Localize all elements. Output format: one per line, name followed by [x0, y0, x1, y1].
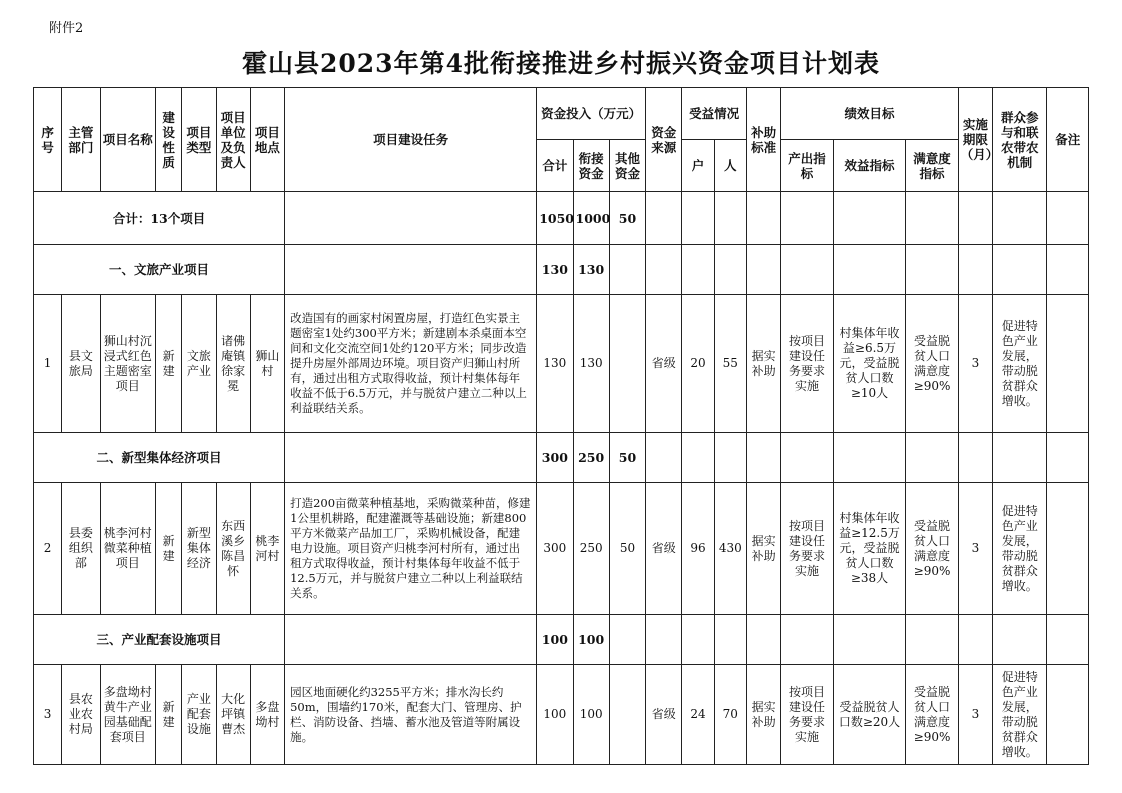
header-dept: 主管部门 — [62, 88, 100, 192]
section-row — [34, 433, 1089, 483]
project-other — [609, 665, 645, 765]
project-nature: 新建 — [156, 483, 182, 615]
project-nature: 新建 — [156, 295, 182, 433]
section-linkage: 250 — [573, 433, 609, 483]
attachment-label: 附件2 — [49, 21, 84, 36]
table-row — [34, 483, 1089, 615]
header-total: 合计 — [537, 140, 573, 192]
project-location: 桃李河村 — [250, 483, 284, 615]
table-row — [34, 665, 1089, 765]
project-effect: 村集体年收益≥6.5万元，受益脱贫人口数≥10人 — [833, 295, 906, 433]
section-label: 三、产业配套设施项目 — [34, 615, 285, 665]
header-mechanism: 群众参与和联农带农机制 — [993, 88, 1047, 192]
project-seq: 3 — [34, 665, 62, 765]
header-period: 实施期限（月） — [958, 88, 992, 192]
project-total: 130 — [537, 295, 573, 433]
header-satisfaction: 满意度指标 — [906, 140, 958, 192]
project-effect: 村集体年收益≥12.5万元，受益脱贫人口数≥38人 — [833, 483, 906, 615]
summary-row — [34, 192, 1089, 245]
header-name: 项目名称 — [100, 88, 155, 192]
section-row — [34, 615, 1089, 665]
section-other: 50 — [609, 433, 645, 483]
project-location: 多盘坳村 — [250, 665, 284, 765]
header-unit: 项目单位及负责人 — [216, 88, 250, 192]
project-satisfaction: 受益脱贫人口满意度≥90% — [906, 665, 958, 765]
project-output: 按项目建设任务要求实施 — [781, 295, 833, 433]
section-row — [34, 245, 1089, 295]
project-source: 省级 — [646, 295, 682, 433]
header-other: 其他资金 — [609, 140, 645, 192]
project-remark — [1047, 483, 1089, 615]
section-other — [609, 245, 645, 295]
project-source: 省级 — [646, 483, 682, 615]
header-performance: 绩效目标 — [781, 88, 959, 140]
project-unit: 诸佛庵镇徐家冕 — [216, 295, 250, 433]
header-households: 户 — [682, 140, 714, 192]
project-type: 新型集体经济 — [182, 483, 216, 615]
project-other: 50 — [609, 483, 645, 615]
header-remark: 备注 — [1047, 88, 1089, 192]
page-title: 霍山县2023年第4批衔接推进乡村振兴资金项目计划表 — [242, 49, 880, 78]
project-total: 100 — [537, 665, 573, 765]
project-seq: 2 — [34, 483, 62, 615]
header-subsidy: 补助标准 — [746, 88, 780, 192]
project-satisfaction: 受益脱贫人口满意度≥90% — [906, 483, 958, 615]
project-linkage: 250 — [573, 483, 609, 615]
project-subsidy: 据实补助 — [746, 665, 780, 765]
project-effect: 受益脱贫人口数≥20人 — [833, 665, 906, 765]
section-label: 二、新型集体经济项目 — [34, 433, 285, 483]
section-label: 一、文旅产业项目 — [34, 245, 285, 295]
project-type: 文旅产业 — [182, 295, 216, 433]
project-period: 3 — [958, 665, 992, 765]
project-period: 3 — [958, 483, 992, 615]
project-dept: 县农业农村局 — [62, 665, 100, 765]
section-total: 100 — [537, 615, 573, 665]
project-households: 24 — [682, 665, 714, 765]
section-linkage: 100 — [573, 615, 609, 665]
project-linkage: 100 — [573, 665, 609, 765]
project-task: 打造200亩微菜种植基地，采购微菜种苗，修建1公里机耕路，配建灌溉等基础设施；新建800平方米微菜产品加工厂，采购机械设备，配建电力设施。项目资产归桃李河村所有，通过出租方式取得收益，预计村集体每年收益不低于12.5万元，并与脱贫户建立二种以上利益联结关系。 — [285, 483, 537, 615]
project-mechanism: 促进特色产业发展，带动脱贫群众增收。 — [993, 665, 1047, 765]
header-linkage: 衔接资金 — [573, 140, 609, 192]
project-subsidy: 据实补助 — [746, 483, 780, 615]
project-remark — [1047, 295, 1089, 433]
project-name: 桃李河村微菜种植项目 — [100, 483, 155, 615]
section-other — [609, 615, 645, 665]
project-source: 省级 — [646, 665, 682, 765]
summary-other: 50 — [609, 192, 645, 245]
project-nature: 新建 — [156, 665, 182, 765]
section-linkage: 130 — [573, 245, 609, 295]
project-plan-table — [33, 87, 1089, 765]
project-unit: 东西溪乡陈昌怀 — [216, 483, 250, 615]
header-output: 产出指标 — [781, 140, 833, 192]
summary-label: 合计：13个项目 — [34, 192, 285, 245]
project-total: 300 — [537, 483, 573, 615]
project-satisfaction: 受益脱贫人口满意度≥90% — [906, 295, 958, 433]
header-seq: 序号 — [34, 88, 62, 192]
summary-total: 1050 — [537, 192, 573, 245]
project-unit: 大化坪镇曹杰 — [216, 665, 250, 765]
header-investment: 资金投入（万元） — [537, 88, 646, 140]
section-total: 300 — [537, 433, 573, 483]
project-period: 3 — [958, 295, 992, 433]
project-remark — [1047, 665, 1089, 765]
header-benefit: 受益情况 — [682, 88, 747, 140]
project-people: 70 — [714, 665, 746, 765]
header-source: 资金来源 — [646, 88, 682, 192]
header-type: 项目类型 — [182, 88, 216, 192]
project-mechanism: 促进特色产业发展，带动脱贫群众增收。 — [993, 483, 1047, 615]
header-people: 人 — [714, 140, 746, 192]
header-nature: 建设性质 — [156, 88, 182, 192]
project-subsidy: 据实补助 — [746, 295, 780, 433]
header-task: 项目建设任务 — [285, 88, 537, 192]
project-households: 20 — [682, 295, 714, 433]
project-location: 狮山村 — [250, 295, 284, 433]
table-row — [34, 295, 1089, 433]
project-type: 产业配套设施 — [182, 665, 216, 765]
project-seq: 1 — [34, 295, 62, 433]
project-dept: 县文旅局 — [62, 295, 100, 433]
project-output: 按项目建设任务要求实施 — [781, 665, 833, 765]
project-households: 96 — [682, 483, 714, 615]
project-people: 430 — [714, 483, 746, 615]
project-people: 55 — [714, 295, 746, 433]
project-output: 按项目建设任务要求实施 — [781, 483, 833, 615]
project-dept: 县委组织部 — [62, 483, 100, 615]
header-location: 项目地点 — [250, 88, 284, 192]
project-name: 狮山村沉浸式红色主题密室项目 — [100, 295, 155, 433]
project-linkage: 130 — [573, 295, 609, 433]
project-mechanism: 促进特色产业发展，带动脱贫群众增收。 — [993, 295, 1047, 433]
summary-linkage: 1000 — [573, 192, 609, 245]
project-name: 多盘坳村黄牛产业园基础配套项目 — [100, 665, 155, 765]
section-total: 130 — [537, 245, 573, 295]
project-other — [609, 295, 645, 433]
project-task: 改造国有的画家村闲置房屋，打造红色实景主题密室1处约300平方米；新建剧本杀桌面本空间和文化交流空间1处约120平方米；同步改造提升房屋外部周边环境。项目资产归狮山村所有，通过出租方式取得收益，预计村集体每年收益不低于6.5万元，并与脱贫户建立二种以上利益联结关系。 — [285, 295, 537, 433]
header-effect: 效益指标 — [833, 140, 906, 192]
project-task: 园区地面硬化约3255平方米；排水沟长约50m，围墙约170米，配套大门、管理房、护栏、消防设备、挡墙、蓄水池及管道等附属设施。 — [285, 665, 537, 765]
